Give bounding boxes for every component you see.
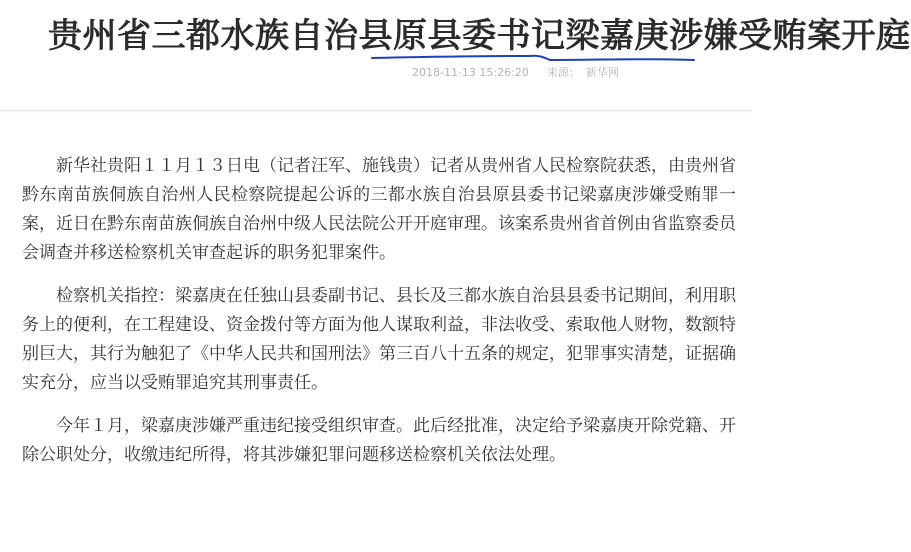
source-name[interactable]: 新华网 — [585, 66, 619, 79]
article-paragraph: 新华社贵阳１１月１３日电（记者汪军、施钱贵）记者从贵州省人民检察院获悉，由贵州省黔东南苗族侗族自治州人民检察院提起公诉的三都水族自治县原县委书记梁嘉庚涉嫌受贿罪一案，近日在黔东南苗族侗族自治州中级人民法院公开开庭审理。该案系贵州省首例由省监察委员会调查并移送检察机关审查起诉的职务犯罪案件。 — [22, 156, 736, 263]
article-meta — [412, 65, 619, 81]
source-label: 来源： — [546, 66, 580, 79]
article-body — [22, 152, 736, 484]
article-paragraph: 检察机关指控：梁嘉庚在任独山县委副书记、县长及三都水族自治县县委书记期间，利用职务上的便利，在工程建设、资金拨付等方面为他人谋取利益，非法收受、索取他人财物，数额特别巨大，其行为触犯了《中华人民共和国刑法》第三百八十五条的规定，犯罪事实清楚，证据确实充分，应当以受贿罪追究其刑事责任。 — [22, 286, 736, 393]
title-area — [0, 0, 911, 60]
article-paragraph: 今年１月，梁嘉庚涉嫌严重违纪接受组织审查。此后经批准，决定给予梁嘉庚开除党籍、开除公职处分，收缴违纪所得，将其涉嫌犯罪问题移送检察机关依法处理。 — [22, 416, 736, 465]
publish-timestamp: 2018-11-13 15:26:20 — [412, 66, 529, 79]
article-title: 贵州省三都水族自治县原县委书记梁嘉庚涉嫌受贿案开庭 — [48, 16, 911, 56]
header-divider — [0, 110, 752, 111]
